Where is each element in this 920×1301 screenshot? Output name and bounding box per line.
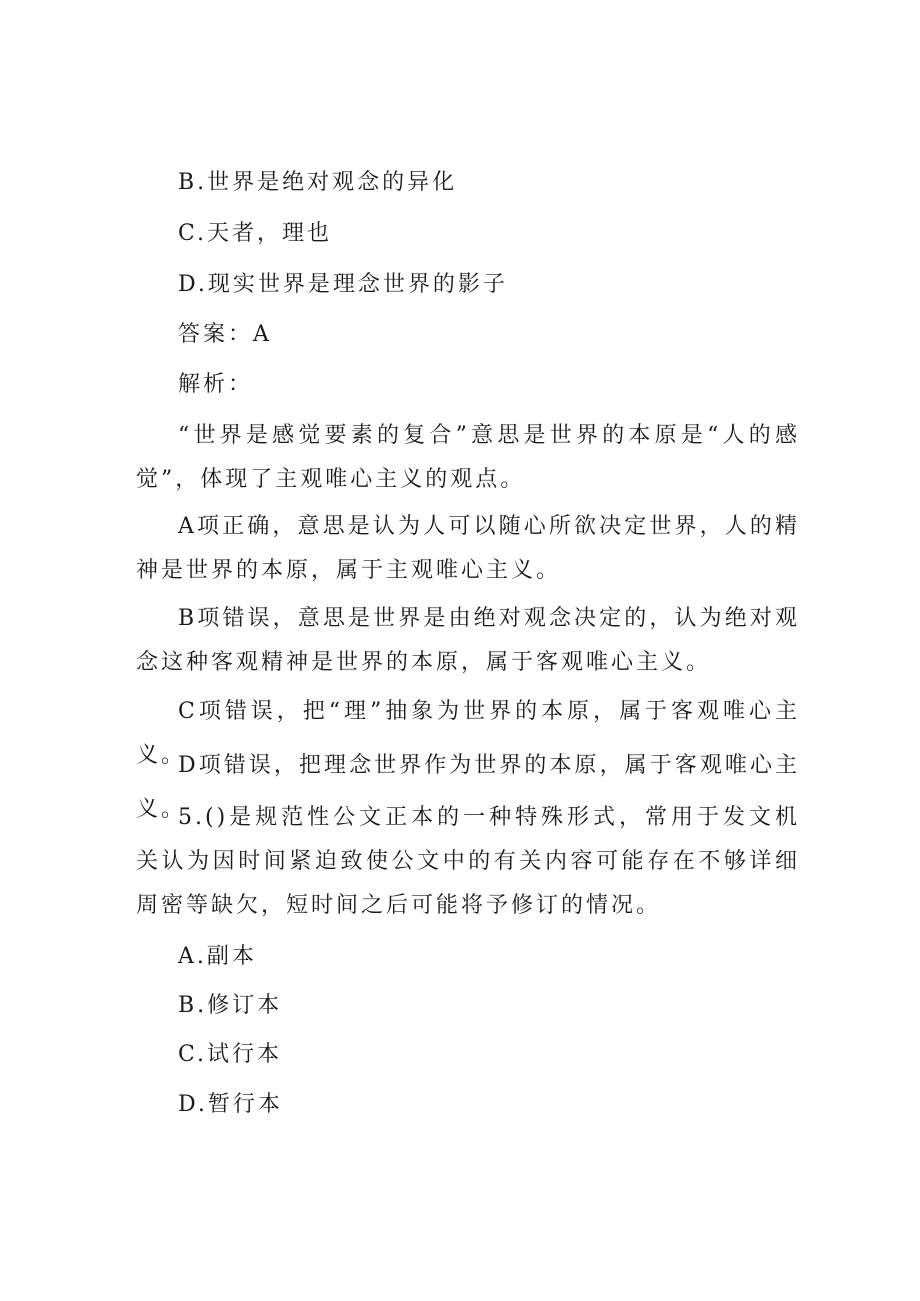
q4-analysis-label: 解析： (178, 372, 254, 397)
q4-answer: 答案：A (178, 322, 272, 347)
q4-analysis-a: A项正确，意思是认为人可以随心所欲决定世界，人的精神是世界的本原，属于主观唯心主义。 (136, 514, 800, 583)
q4-option-b: B.世界是绝对观念的异化 (178, 170, 458, 195)
q4-analysis-b: B项错误，意思是世界是由绝对观念决定的，认为绝对观念这种客观精神是世界的本原，属于客观唯心主义。 (136, 606, 800, 675)
q5-option-d: D.暂行本 (178, 1092, 283, 1117)
q5-option-b: B.修订本 (178, 993, 283, 1018)
q5-option-a: A.副本 (178, 944, 257, 969)
q5-question: 5.()是规范性公文正本的一种特殊形式，常用于发文机关认为因时间紧迫致使公文中的有关内容可能存在不够详细周密等缺欠，短时间之后可能将予修订的情况。 (136, 805, 800, 918)
q4-option-c: C.天者，理也 (178, 221, 333, 246)
q4-analysis-intro: “世界是感觉要素的复合”意思是世界的本原是“人的感觉”，体现了主观唯心主义的观点。 (136, 423, 800, 492)
q4-option-d: D.现实世界是理念世界的影子 (178, 272, 508, 297)
q4-analysis-d: D项错误，把理念世界作为世界的本原，属于客观唯心主义。 (136, 753, 800, 822)
q4-analysis-c: C项错误，把“理”抽象为世界的本原，属于客观唯心主义。 (136, 699, 800, 768)
q5-option-c: C.试行本 (178, 1042, 283, 1067)
